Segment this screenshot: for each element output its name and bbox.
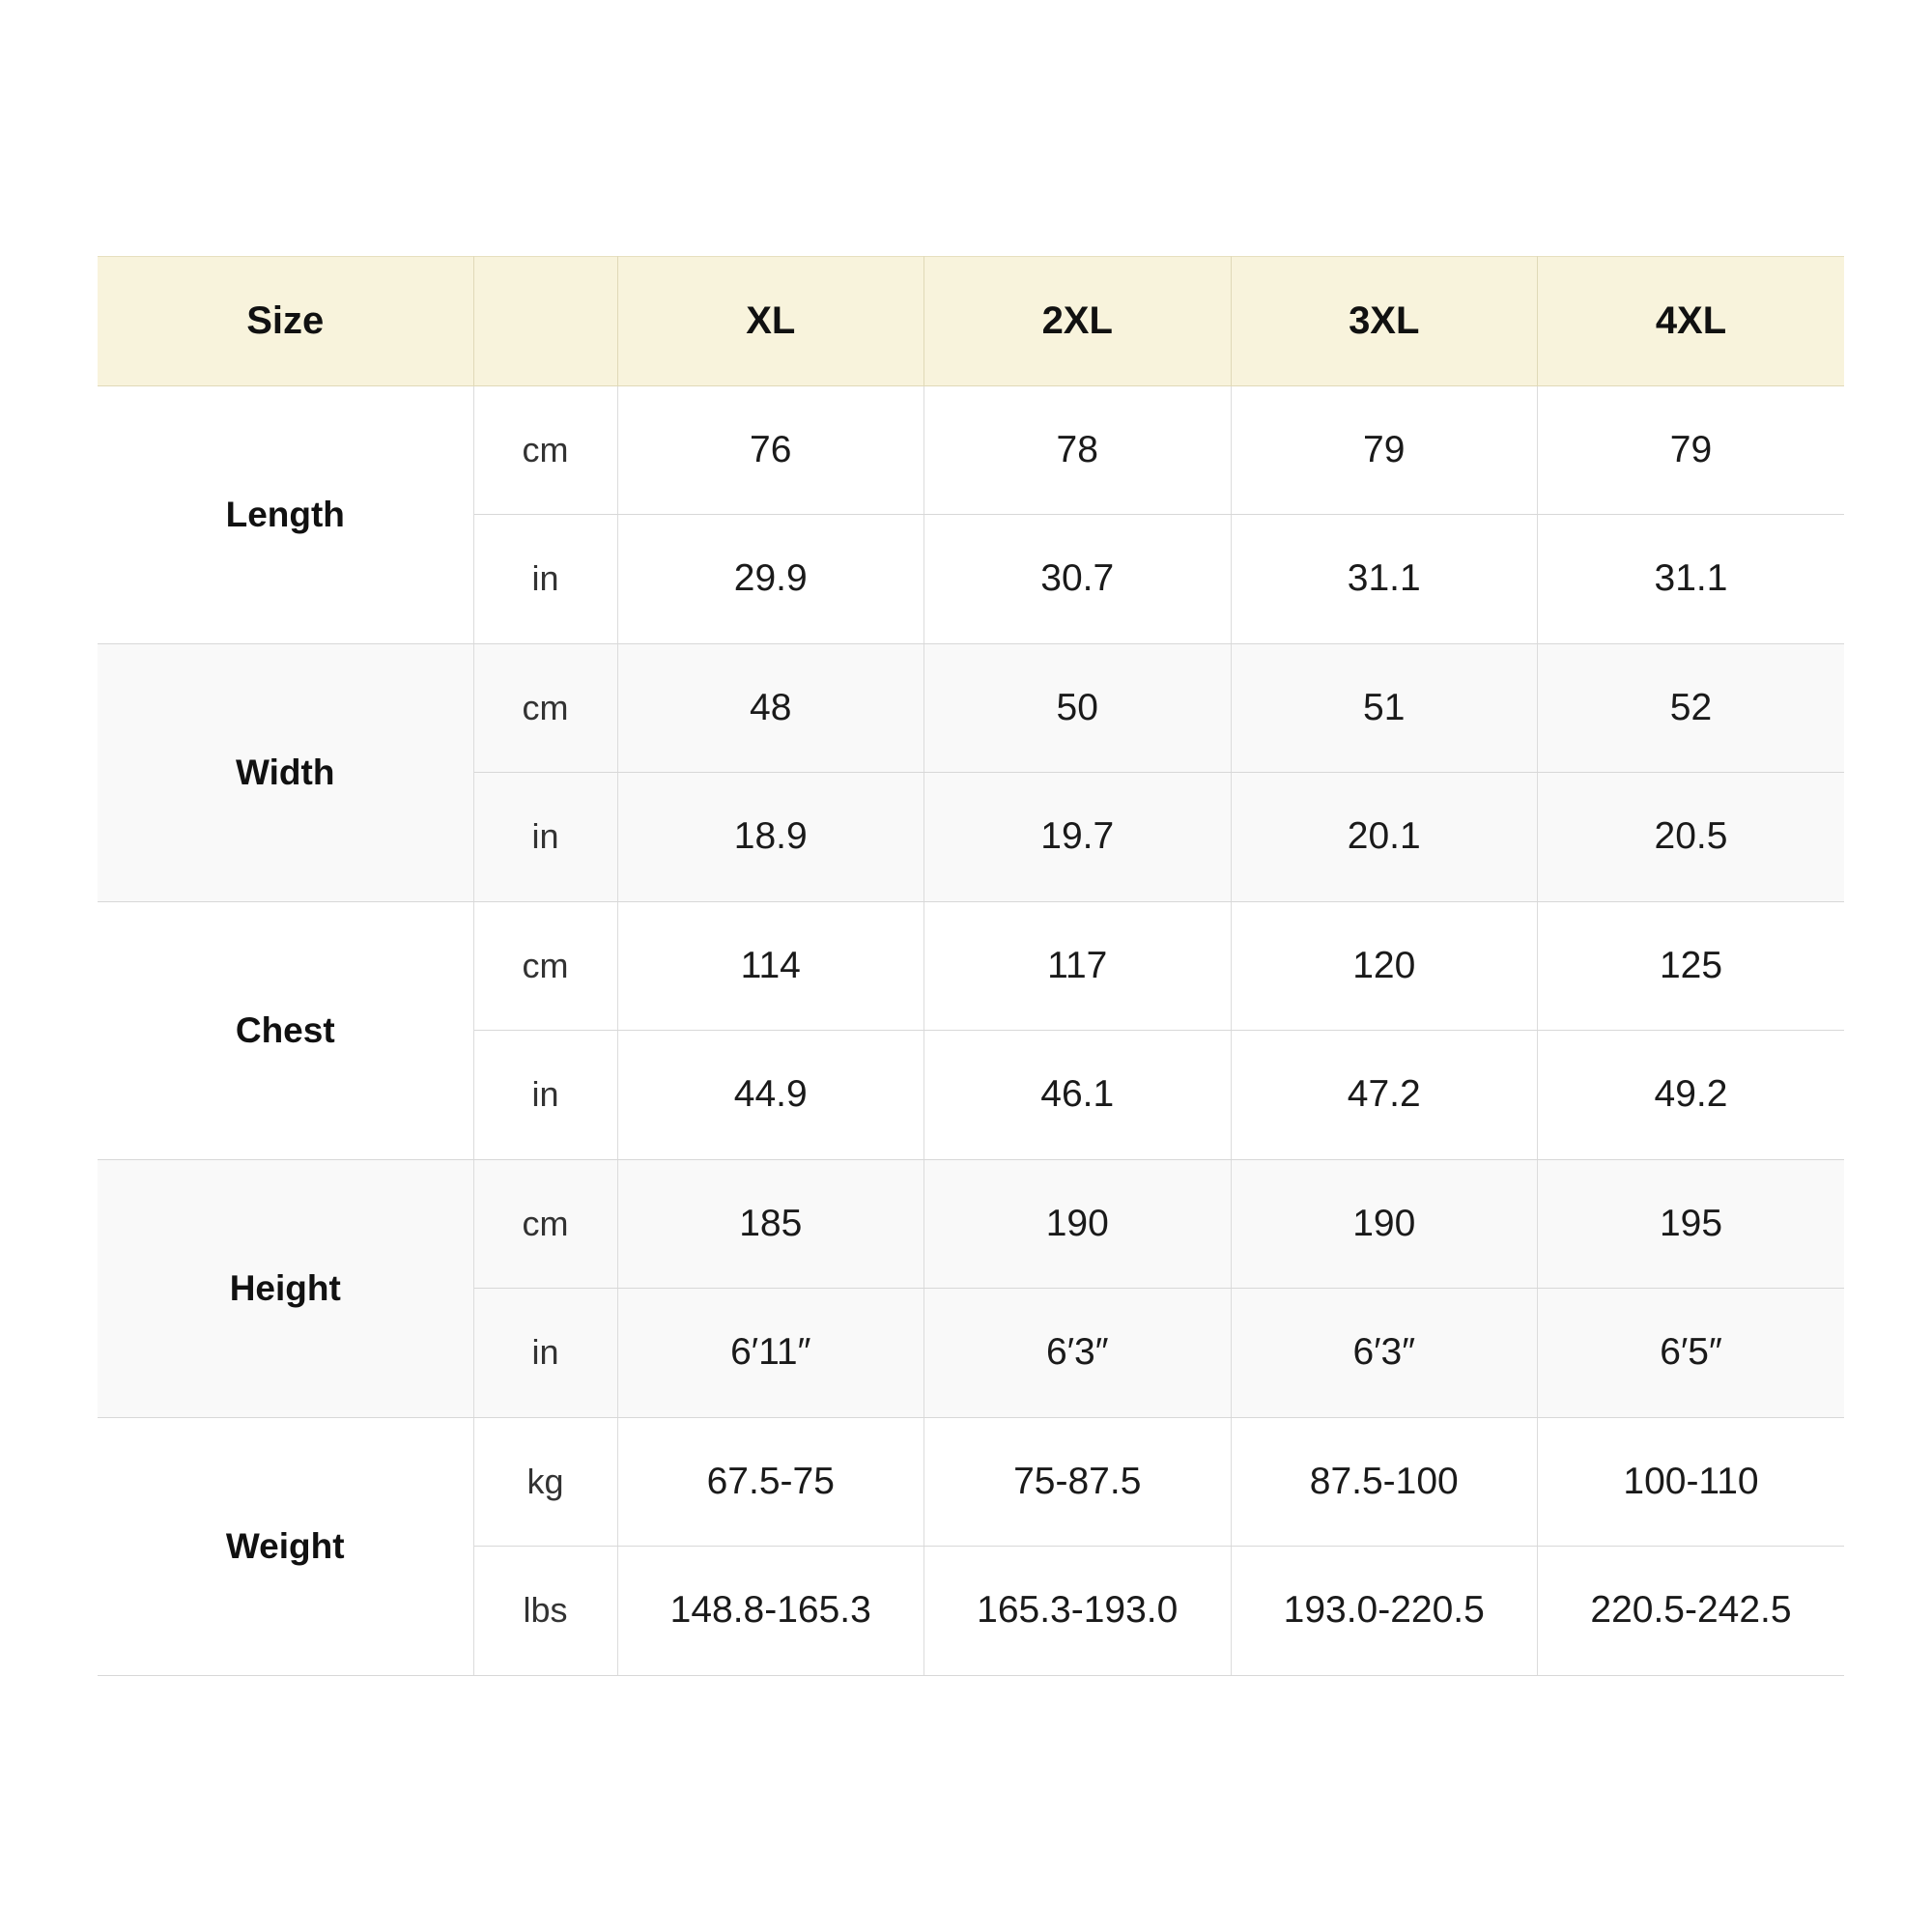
value-cell: 193.0-220.5 [1231,1547,1538,1676]
value-cell: 125 [1538,901,1845,1031]
value-cell: 46.1 [924,1031,1232,1160]
measurement-label: Height [98,1159,473,1417]
value-cell: 6′11″ [617,1289,924,1418]
value-cell: 51 [1231,643,1538,773]
header-row [98,257,1844,386]
unit-cell: in [473,1289,617,1418]
value-cell: 75-87.5 [924,1417,1232,1547]
table-row [98,1417,1844,1547]
value-cell: 79 [1538,385,1845,515]
size-header: Size [98,257,473,386]
value-cell: 30.7 [924,515,1232,644]
value-cell: 44.9 [617,1031,924,1160]
value-cell: 47.2 [1231,1031,1538,1160]
unit-cell: cm [473,1159,617,1289]
unit-cell: cm [473,643,617,773]
value-cell: 6′3″ [924,1289,1232,1418]
unit-cell: cm [473,901,617,1031]
table-row [98,901,1844,1031]
value-cell: 185 [617,1159,924,1289]
unit-cell: lbs [473,1547,617,1676]
value-cell: 50 [924,643,1232,773]
value-cell: 20.5 [1538,773,1845,902]
value-cell: 19.7 [924,773,1232,902]
value-cell: 120 [1231,901,1538,1031]
unit-cell: kg [473,1417,617,1547]
value-cell: 76 [617,385,924,515]
size-column-header: 2XL [924,257,1232,386]
value-cell: 190 [1231,1159,1538,1289]
value-cell: 20.1 [1231,773,1538,902]
value-cell: 6′3″ [1231,1289,1538,1418]
value-cell: 165.3-193.0 [924,1547,1232,1676]
unit-cell: in [473,773,617,902]
value-cell: 29.9 [617,515,924,644]
value-cell: 114 [617,901,924,1031]
measurement-label: Length [98,385,473,643]
unit-cell: cm [473,385,617,515]
value-cell: 79 [1231,385,1538,515]
value-cell: 52 [1538,643,1845,773]
value-cell: 148.8-165.3 [617,1547,924,1676]
value-cell: 48 [617,643,924,773]
size-column-header: 4XL [1538,257,1845,386]
unit-header [473,257,617,386]
value-cell: 117 [924,901,1232,1031]
value-cell: 18.9 [617,773,924,902]
measurement-label: Chest [98,901,473,1159]
value-cell: 67.5-75 [617,1417,924,1547]
value-cell: 195 [1538,1159,1845,1289]
value-cell: 6′5″ [1538,1289,1845,1418]
value-cell: 49.2 [1538,1031,1845,1160]
table-row [98,643,1844,773]
value-cell: 31.1 [1231,515,1538,644]
value-cell: 100-110 [1538,1417,1845,1547]
value-cell: 190 [924,1159,1232,1289]
table-row [98,385,1844,515]
size-column-header: XL [617,257,924,386]
value-cell: 220.5-242.5 [1538,1547,1845,1676]
size-column-header: 3XL [1231,257,1538,386]
unit-cell: in [473,1031,617,1160]
table-row [98,1159,1844,1289]
value-cell: 87.5-100 [1231,1417,1538,1547]
size-chart-table [98,256,1844,1676]
measurement-label: Width [98,643,473,901]
value-cell: 78 [924,385,1232,515]
measurement-label: Weight [98,1417,473,1675]
value-cell: 31.1 [1538,515,1845,644]
unit-cell: in [473,515,617,644]
